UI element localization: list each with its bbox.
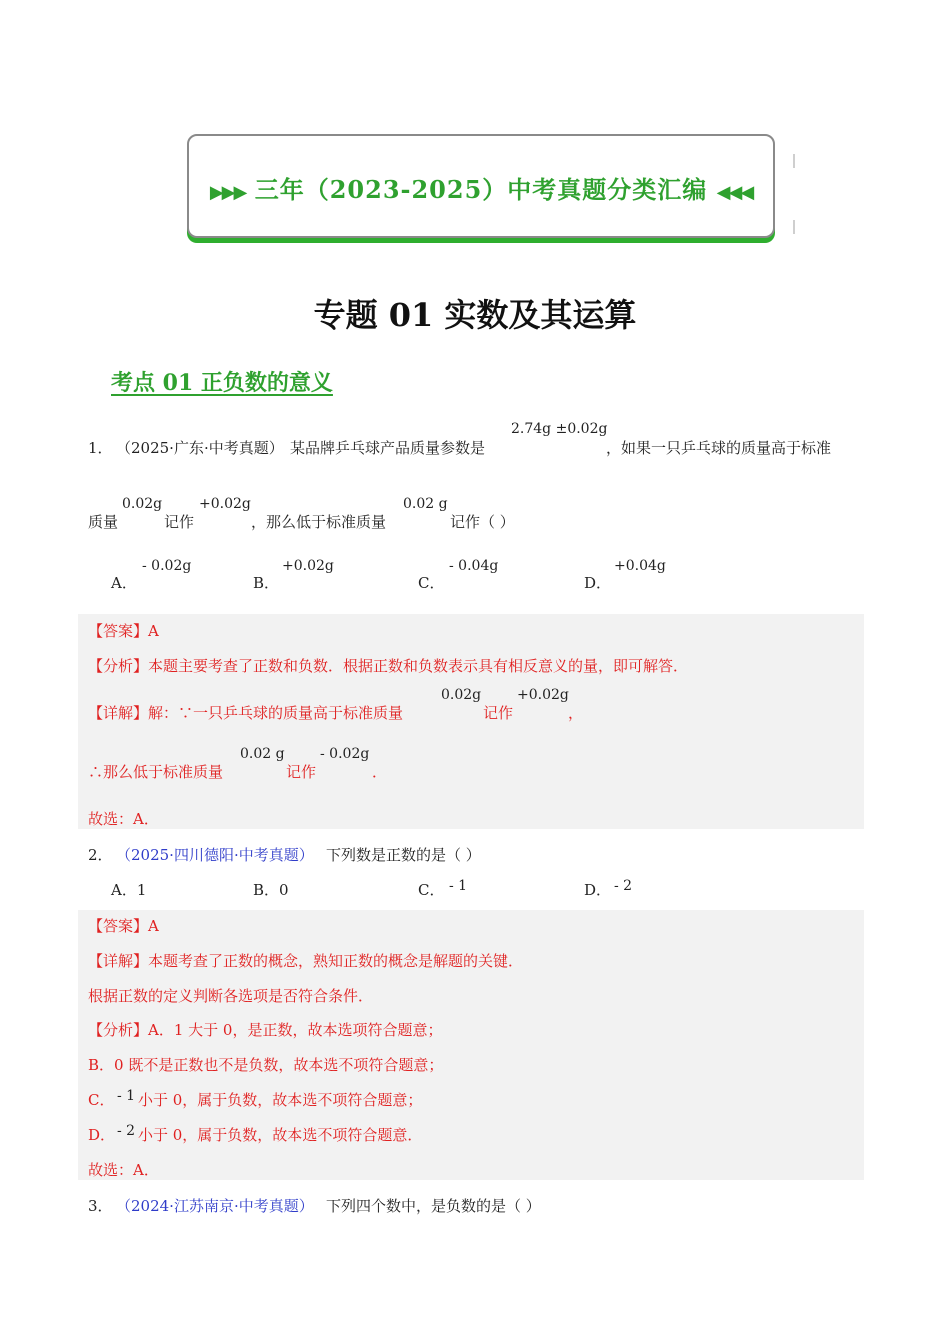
q1-analysis: 【分析】本题主要考查了正数和负数．根据正数和负数表示具有相反意义的量，即可解答．	[88, 657, 689, 675]
q2-detail: 根据正数的定义判断各选项是否符合条件．	[88, 987, 374, 1005]
q1-math: 0.02g	[122, 496, 163, 512]
q1-text: 记作	[164, 513, 195, 531]
q1-text: ，那么低于标准质量	[251, 513, 387, 531]
q3-source: （2024·江苏南京·中考真题）	[116, 1197, 314, 1215]
decor-tick	[793, 154, 795, 168]
q2-answer: 【答案】A	[88, 917, 159, 935]
q1-option-label: A．	[111, 574, 137, 592]
q1-text: 质量	[88, 513, 119, 531]
q2-detail: 【详解】本题考查了正数的概念，熟知正数的概念是解题的关键．	[88, 952, 524, 970]
decor-tick	[793, 220, 795, 234]
q1-option-value: +0.04g	[614, 558, 666, 574]
q2-number: 2．	[88, 846, 113, 864]
q1-option-label: B．	[253, 574, 280, 592]
q1-detail: 记作	[286, 763, 317, 781]
right-arrows-icon: ▶▶▶	[209, 182, 246, 203]
q1-option-value: - 0.04g	[449, 558, 499, 574]
page-title: 专题 01 实数及其运算	[313, 296, 637, 334]
q1-detail: ．	[372, 763, 388, 781]
q1-detail-math: +0.02g	[517, 687, 569, 703]
q1-math: +0.02g	[199, 496, 251, 512]
q2-line: B．0 既不是正数也不是负数，故本选不项符合题意；	[88, 1056, 444, 1074]
q1-option-label: D．	[584, 574, 612, 592]
left-arrows-icon: ◀◀◀	[716, 182, 753, 203]
q1-detail: 【详解】解：∵一只乒乓球的质量高于标准质量	[88, 704, 404, 722]
q2-line-value: - 2	[117, 1123, 136, 1139]
q2-line-label: C．	[88, 1091, 115, 1109]
q2-option-value: - 1	[449, 878, 468, 894]
q2-analysis: 【分析】A．1 大于 0，是正数，故本选项符合题意；	[88, 1021, 443, 1039]
q1-option-value: - 0.02g	[142, 558, 192, 574]
q1-text: 记作（ ）	[450, 513, 515, 531]
q2-option-label: B．0	[253, 881, 289, 899]
q2-option-label: D．	[584, 881, 612, 899]
q2-line-label: D．	[88, 1126, 116, 1144]
q3-text: 下列四个数中，是负数的是（ ）	[326, 1197, 541, 1215]
q1-text: ，如果一只乒乓球的质量高于标准	[606, 439, 832, 457]
q2-option-value: - 2	[614, 878, 633, 894]
section-heading: 考点 01 正负数的意义	[111, 370, 333, 396]
q1-detail: ∴那么低于标准质量	[88, 763, 224, 781]
q1-option-value: +0.02g	[282, 558, 334, 574]
q2-source: （2025·四川德阳·中考真题）	[116, 846, 314, 864]
q1-detail: 记作	[483, 704, 514, 722]
q1-number: 1．	[88, 439, 113, 457]
q2-line: 小于 0，属于负数，故本选不项符合题意．	[138, 1126, 423, 1144]
q1-option-label: C．	[418, 574, 445, 592]
q1-detail-math: 0.02 g	[240, 746, 285, 762]
q2-choose: 故选：A．	[88, 1161, 159, 1179]
q1-detail: ，	[568, 704, 584, 722]
q1-text: 某品牌乒乓球产品质量参数是	[290, 439, 486, 457]
q2-text: 下列数是正数的是（ ）	[326, 846, 481, 864]
q2-option-label: A．1	[111, 881, 147, 899]
title-banner	[187, 134, 775, 238]
banner-text: 三年（2023-2025）中考真题分类汇编	[254, 175, 708, 204]
q1-param: 2.74g ±0.02g	[511, 421, 608, 437]
q1-choose: 故选：A．	[88, 810, 159, 828]
q1-detail-math: - 0.02g	[320, 746, 370, 762]
q2-line: 小于 0，属于负数，故本选不项符合题意；	[138, 1091, 423, 1109]
q1-math: 0.02 g	[403, 496, 448, 512]
q3-number: 3．	[88, 1197, 113, 1215]
q1-answer: 【答案】A	[88, 622, 159, 640]
q2-line-value: - 1	[117, 1088, 136, 1104]
q1-detail-math: 0.02g	[441, 687, 482, 703]
banner-text-row	[189, 170, 773, 205]
q1-source: （2025·广东·中考真题）	[116, 439, 284, 457]
q2-option-label: C．	[418, 881, 445, 899]
